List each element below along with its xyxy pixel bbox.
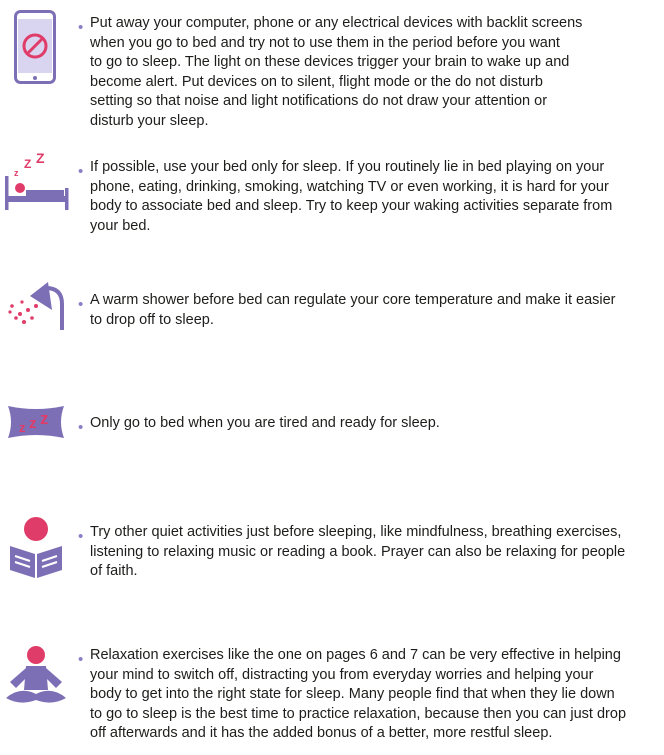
shower-icon xyxy=(2,280,68,336)
bullet: • xyxy=(78,651,84,668)
bullet: • xyxy=(78,163,84,180)
svg-text:Z: Z xyxy=(36,150,45,166)
tip-item xyxy=(78,646,646,744)
reading-book-icon xyxy=(6,516,66,580)
tip-text: A warm shower before bed can regulate your core temperature and make it easier to drop off to sleep. xyxy=(90,292,616,328)
pillow-zzz-icon xyxy=(4,400,68,444)
tip-text: Put away your computer, phone or any electrical devices with backlit screens when you go to bed and try not to use them in the period before you want to go to sleep. The light on these devices trigger your brain to wake up and become alert. Put devices on to silent, flight mode or the do not disturb setting so that noise and light notifications do not draw your attention or disturb your sleep. xyxy=(90,15,583,129)
tip-text: Try other quiet activities just before sleeping, like mindfulness, breathing exercises, listening to relaxing music or reading a book. Prayer can also be relaxing for people of faith. xyxy=(90,524,626,579)
svg-text:z: z xyxy=(14,168,19,178)
sleeping-in-bed-icon xyxy=(2,150,72,214)
meditation-icon xyxy=(0,644,72,710)
tip-item xyxy=(78,523,646,582)
tip-item xyxy=(78,14,646,131)
tip-item xyxy=(78,414,646,434)
tip-text: Relaxation exercises like the one on pages 6 and 7 can be very effective in helping your mind to switch off, distracting you from everyday worries and helping your body to get into the right state for sleep. Many people find that when they lie down to go to sleep is the best time to practice relaxation, because then you can just drop off afterwards and it has the added bonus of a better, more restful sleep. xyxy=(90,647,627,741)
bullet: • xyxy=(78,296,84,313)
tip-item xyxy=(78,158,646,236)
tip-text: Only go to bed when you are tired and ready for sleep. xyxy=(90,415,440,431)
tip-item xyxy=(78,291,646,330)
tip-text: If possible, use your bed only for sleep. If you routinely lie in bed playing on your phone, eating, drinking, smoking, watching TV or even working, it is hard for your body to associate bed and sleep. Try to keep your waking activities separate from your bed. xyxy=(90,159,613,234)
bullet: • xyxy=(78,19,84,36)
svg-text:Z: Z xyxy=(24,157,32,171)
svg-text:z: z xyxy=(40,409,49,428)
bullet: • xyxy=(78,419,84,436)
svg-text:z: z xyxy=(29,415,37,432)
phone-prohibited-icon xyxy=(14,10,56,84)
svg-text:z: z xyxy=(19,420,26,435)
bullet: • xyxy=(78,528,84,545)
